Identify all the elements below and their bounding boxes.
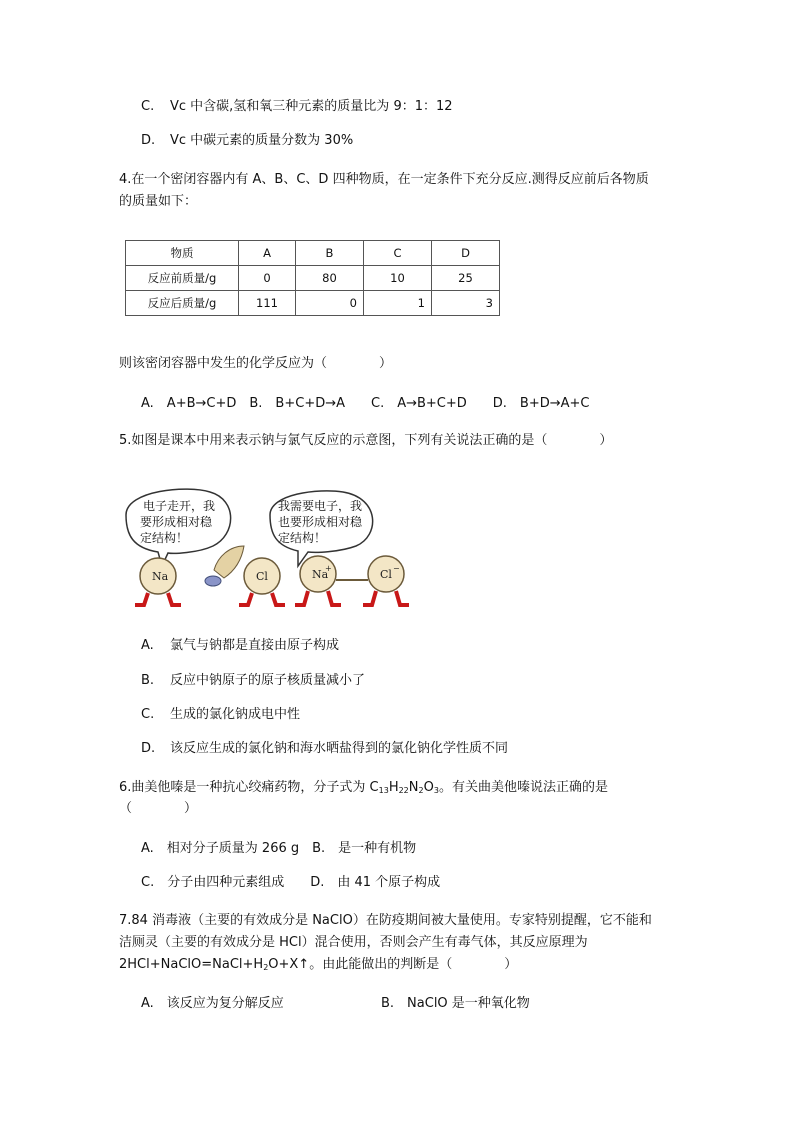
table-cell: 111 xyxy=(239,291,296,316)
formula-element: H xyxy=(388,780,399,795)
atom-label: Na xyxy=(312,568,329,581)
formula-element: N xyxy=(408,780,419,795)
atom-label: Cl xyxy=(256,570,268,583)
table-cell: 反应后质量/g xyxy=(126,291,239,316)
option-text: 该反应生成的氯化钠和海水晒盐得到的氯化钠化学性质不同 xyxy=(170,741,509,756)
q7-option-a: A. 该反应为复分解反应 xyxy=(141,996,284,1011)
bubble-left-line: 定结构！ xyxy=(140,531,189,545)
q6-stem-prefix: 6.曲美他嗪是一种抗心绞痛药物，分子式为 C xyxy=(119,780,379,795)
q6-options-line2: C. 分子由四种元素组成 D. 由 41 个原子构成 xyxy=(141,875,441,890)
option-label: C. xyxy=(141,707,155,722)
option-text: 氯气与钠都是直接由原子构成 xyxy=(170,638,340,653)
q5-option-d xyxy=(141,741,508,757)
option-label: B. xyxy=(141,673,155,688)
table-cell: 80 xyxy=(296,266,364,291)
table-cell: 25 xyxy=(432,266,500,291)
option-text: Vc 中含碳,氢和氧三种元素的质量比为 9：1：12 xyxy=(170,99,453,114)
formula-subscript: 2 xyxy=(418,786,424,795)
bubble-right-line: 定结构！ xyxy=(278,531,327,545)
table-cell: 10 xyxy=(364,266,432,291)
bubble-left-line: 电子走开，我 xyxy=(143,499,216,513)
q6-options-line1: A. 相对分子质量为 266 g B. 是一种有机物 xyxy=(141,841,417,856)
bubble-right-line: 也要形成相对稳 xyxy=(278,515,363,529)
option-label: D. xyxy=(141,133,156,148)
electron-icon xyxy=(205,576,221,586)
q4-options: A. A+B→C+D B. B+C+D→A C. A→B+C+D D. B+D→A+C xyxy=(141,396,590,411)
table-row xyxy=(126,266,500,291)
q5-option-c xyxy=(141,707,300,723)
option-text: 生成的氯化钠成电中性 xyxy=(170,707,301,722)
q4-question: 则该密闭容器中发生的化学反应为（ ） xyxy=(119,356,393,371)
q4-stem-line1: 4.在一个密闭容器内有 A、B、C、D 四种物质，在一定条件下充分反应.测得反应前后各物质 xyxy=(119,172,649,187)
q6-stem-line1 xyxy=(119,780,608,796)
q3-option-c xyxy=(141,99,453,115)
table-cell: 1 xyxy=(364,291,432,316)
q4-stem-line2: 的质量如下： xyxy=(119,194,198,209)
q6-stem-line2: （ ） xyxy=(119,801,198,816)
option-label: D. xyxy=(141,741,156,756)
table-header-cell: B xyxy=(296,241,364,266)
option-label: C. xyxy=(141,99,155,114)
q5-option-b xyxy=(141,673,365,689)
table-header-row xyxy=(126,241,500,266)
ion-charge: − xyxy=(393,564,400,573)
table-cell: 0 xyxy=(296,291,364,316)
ion-charge: + xyxy=(325,564,332,573)
formula-subscript: 2 xyxy=(263,963,269,972)
bubble-right-line: 我需要电子，我 xyxy=(278,499,363,513)
table-header-cell: C xyxy=(364,241,432,266)
q7-equation-line xyxy=(119,957,517,973)
table-cell: 反应前质量/g xyxy=(126,266,239,291)
option-text: Vc 中碳元素的质量分数为 30% xyxy=(170,133,354,148)
q7-line1: 7.84 消毒液（主要的有效成分是 NaClO）在防疫期间被大量使用。专家特别提醒，它不能和 xyxy=(119,913,652,928)
table-row xyxy=(126,291,500,316)
formula-subscript: 3 xyxy=(433,786,439,795)
q6-stem-suffix: 。有关曲美他嗪说法正确的是 xyxy=(438,780,608,795)
q7-equation-suffix: O+X↑。由此能做出的判断是（ ） xyxy=(268,957,518,972)
q7-option-b: B. NaClO 是一种氧化物 xyxy=(381,996,530,1011)
table-header-cell: D xyxy=(432,241,500,266)
atom-label: Cl xyxy=(380,568,392,581)
formula-subscript: 13 xyxy=(378,786,389,795)
q7-equation-prefix: 2HCl+NaClO=NaCl+H xyxy=(119,957,264,972)
table-header-cell: 物质 xyxy=(126,241,239,266)
formula-subscript: 22 xyxy=(398,786,409,795)
electron-cloud-icon xyxy=(214,546,244,578)
formula-element: O xyxy=(423,780,434,795)
q7-line2: 洁厕灵（主要的有效成分是 HCl）混合使用，否则会产生有毒气体，其反应原理为 xyxy=(119,935,588,950)
atom-label: Na xyxy=(152,570,169,583)
table-cell: 0 xyxy=(239,266,296,291)
table-cell: 3 xyxy=(432,291,500,316)
table-header-cell: A xyxy=(239,241,296,266)
q5-stem: 5.如图是课本中用来表示钠与氯气反应的示意图，下列有关说法正确的是（ ） xyxy=(119,433,613,448)
q3-option-d xyxy=(141,133,353,149)
option-label: A. xyxy=(141,638,154,653)
mass-table xyxy=(125,240,500,316)
q5-option-a xyxy=(141,638,339,654)
bubble-left-line: 要形成相对稳 xyxy=(140,515,213,529)
sodium-chlorine-cartoon xyxy=(118,480,418,610)
option-text: 反应中钠原子的原子核质量减小了 xyxy=(170,673,366,688)
